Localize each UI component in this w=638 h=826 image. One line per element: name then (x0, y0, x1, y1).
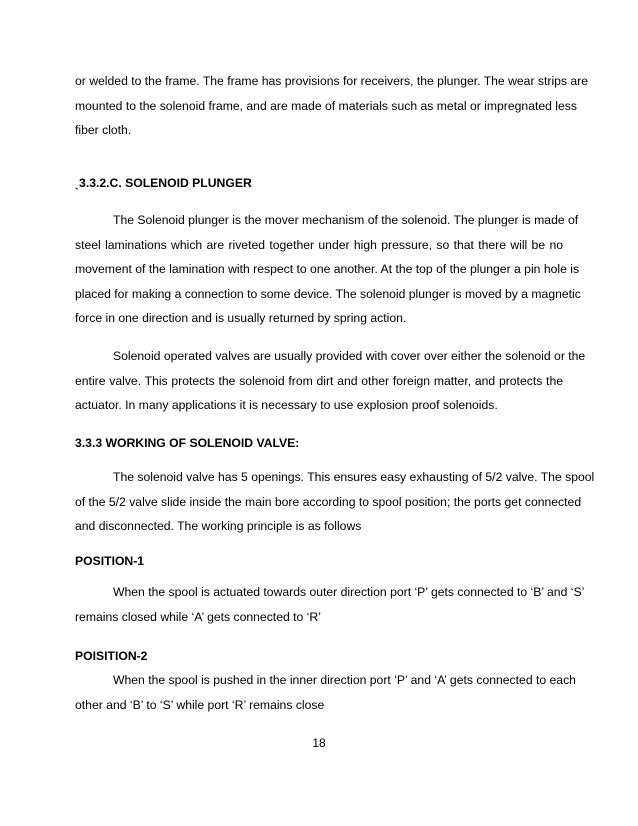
working-paragraph (75, 465, 595, 539)
intro-paragraph (75, 69, 589, 143)
text-line: of the 5/2 valve slide inside the main bore according to spool position; the ports get connected (75, 494, 582, 509)
text-line: actuator. In many applications it is necessary to use explosion proof solenoids. (75, 398, 498, 413)
heading-position-1: POSITION-1 (75, 554, 145, 568)
text-line: and disconnected. The working principle is as follows (75, 519, 362, 534)
text-line: When the spool is pushed in the inner direction port ‘P’ and ‘A’ gets connected to each (113, 673, 576, 687)
position-1-paragraph (75, 580, 585, 629)
text-line: force in one direction and is usually returned by spring action. (75, 311, 407, 326)
text-line: Solenoid operated valves are usually provided with cover over either the solenoid or the (113, 349, 586, 363)
text-line: fiber cloth. (75, 123, 132, 138)
text-line: The solenoid valve has 5 openings. This ensures easy exhausting of 5/2 valve. The spool (113, 470, 595, 484)
text-line: movement of the lamination with respect to one another. At the top of the plunger a pin hole is (75, 262, 580, 277)
position-2-paragraph (75, 668, 576, 717)
text-line: other and ‘B’ to ‘S’ while port ‘R’ remains close (75, 697, 325, 712)
heading-position-2: POISITION-2 (75, 649, 148, 663)
section-heading-working: 3.3.3 WORKING OF SOLENOID VALVE: (75, 436, 300, 450)
text-line: mounted to the solenoid frame, and are made of materials such as metal or impregnated less (75, 98, 577, 113)
text-line: When the spool is actuated towards outer direction port ‘P’ gets connected to ‘B’ and ‘S’ (113, 585, 585, 599)
text-line: entire valve. This protects the solenoid from dirt and other foreign matter, and protects the (75, 373, 563, 388)
text-line: placed for making a connection to some device. The solenoid plunger is moved by a magnetic (75, 286, 581, 301)
text-line: steel laminations which are riveted together under high pressure, so that there will be no (75, 237, 563, 252)
section-heading-solenoid-plunger: ˎ3.3.2.C. SOLENOID PLUNGER (75, 176, 252, 190)
plunger-paragraph (75, 208, 581, 331)
text-line: The Solenoid plunger is the mover mechanism of the solenoid. The plunger is made of (113, 213, 579, 227)
valves-paragraph (75, 344, 586, 418)
text-line: remains closed while ‘A’ gets connected to ‘R’ (75, 609, 321, 624)
text-line: or welded to the frame. The frame has provisions for receivers, the plunger. The wear strips are (75, 74, 589, 88)
page-number: 18 (312, 736, 326, 750)
